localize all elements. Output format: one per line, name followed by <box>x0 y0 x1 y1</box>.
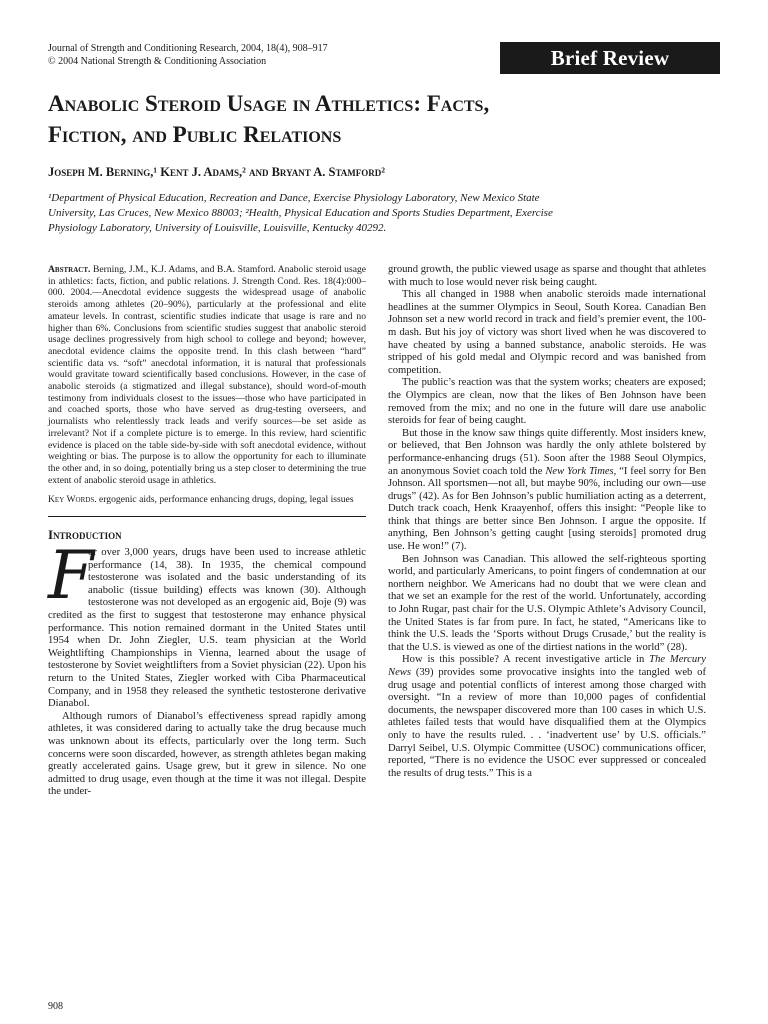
body-paragraph-mercury <box>388 654 706 780</box>
title-line-2: Fiction, and Public Relations <box>48 122 342 147</box>
keywords <box>48 494 366 506</box>
body-paragraph-public-reaction: The public’s reaction was that the system works; cheaters are exposed; the Olympics are clean, now that the likes of Ben Johnson have been removed from the mix; and no one in the future will dare use anabolic steroids for fear of being caught. <box>388 377 706 427</box>
right-column <box>388 264 706 780</box>
author-list: Joseph M. Berning,¹ Kent J. Adams,² and Bryant A. Stamford² <box>48 165 386 179</box>
body-paragraph-continued: ground growth, the public viewed usage as sparse and thought that athletes with much to lose would never risk being caught. <box>388 264 706 288</box>
mercury-text-a: How is this possible? A recent investigative article in <box>402 654 650 666</box>
insiders-text-a: But those in the know saw things quite differently. Most insiders knew, or believed, that Ben Johnson was hardly the only athlete bolstered by performance-enhancing drugs (51). Soon after the 1988 Seoul Olympics, an anonymous Soviet coach told the <box>388 427 706 477</box>
mercury-news-citation: The Mercury News <box>388 654 706 678</box>
intro-heading: Introduction <box>48 527 122 543</box>
body-paragraph-canadian: Ben Johnson was Canadian. This allowed the self-righteous sporting world, and particularly Americans, to point fingers of condemnation at our northern neighbor. We Americans had no doubt that we were clean and that we set an example for the rest of the world. Unfortunately, according to John Rugar, past chair for the U.S. Olympic Athlete’s Advisory Council, the United States is far from pure. In fact, he stated, “Americans like to think the U.S. leads the ‘Sports without Drugs Crusade,’ but the reality is that the U.S. is viewed as one of the dirtiest nations in the world” (28). <box>388 553 706 653</box>
left-column <box>48 264 366 799</box>
article-title <box>48 88 728 150</box>
intro-paragraph-2: Although rumors of Dianabol’s effectiveness spread rapidly among athletes, it was considered daring to actually take the drug because much was unknown about its effects, particularly over the long term. Such concerns were soon discarded, however, as strength athletes began making greatly accelerated gains. Usage grew, but it grew in silence. No one admitted to drug usage, even though at the time it was not illegal. Despite the under- <box>48 710 366 798</box>
brief-review-badge: Brief Review <box>500 42 720 74</box>
intro-paragraph-1-text: or over 3,000 years, drugs have been used to increase athletic performance (14, 38). In 1935, the chemical compound testosterone was isolated and the basic understanding of its anabolic (tissue building) effects was known (30). Although testosterone was not developed as an ergogenic aid, Boje (9) was credited as the first to suggest that testosterone may enhance physical performance. This notion remained dormant in the United States until 1954 when Dr. John Ziegler, U.S. team physician at the World Weightlifting Championships in Vienna, learned about the usage of testosterone by Soviet weightlifters from a Soviet physician (22). Upon his return to the United States, Ziegler worked with Ciba Pharmaceutical Company, and in 1958 they released the synthetic testosterone derivative Dianabol. <box>48 547 366 710</box>
affiliations <box>48 191 728 236</box>
abstract <box>48 264 366 486</box>
intro-paragraph-1 <box>48 537 366 711</box>
affiliation-line-1: ¹Department of Physical Education, Recreation and Dance, Exercise Physiology Laboratory, New Mexico State <box>48 192 540 204</box>
affiliation-line-3: Physiology Laboratory, University of Louisville, Louisville, Kentucky 40292. <box>48 222 387 234</box>
abstract-text: Berning, J.M., K.J. Adams, and B.A. Stamford. Anabolic steroid usage in athletics: facts, fiction, and public relations. J. Strength Cond. Res. 18(4):000–000. 2004.—Anecdotal evidence suggests the widespread usage of anabolic steroids among athletes (20–90%), particularly at the professional and elite amateur levels. In contrast, scientific studies indicate that usage is rare and no higher than 6%. Conclusions from scientific studies suggest that anabolic steroid usage declines progressively from high school to college and beyond; however, anecdotal evidence claims the opposite trend. In this clash between “hard” scientific data vs. “soft” anecdotal information, it is natural that professionals would gravitate toward scientifically based conclusions. However, in the case of anabolic steroids (a stigmatized and illegal substance), should word-of-mouth testimony from individuals closest to the issues—those who have participated in and coached sports, those who have served as drug-testing overseers, and journalists who relentlessly track leads and verify sources—be set aside as irrelevant? Not if a complete picture is to emerge. In this review, hard scientific evidence is placed on the table side-by-side with soft anecdotal evidence, without weighting or bias. The purpose is to allow the opportunity for each to illuminate the other and, in so doing, potentially bring us a step closer to determining the true extent of anabolic steroid usage in athletics. <box>48 264 367 486</box>
drop-cap: F <box>48 537 94 615</box>
body-paragraph-insiders <box>388 428 706 554</box>
copyright-line: © 2004 National Strength & Conditioning Association <box>48 56 267 67</box>
page-number: 908 <box>48 1001 63 1012</box>
abstract-label: Abstract. <box>48 264 91 275</box>
keywords-text: ergogenic aids, performance enhancing drugs, doping, legal issues <box>99 494 354 506</box>
title-line-1: Anabolic Steroid Usage in Athletics: Facts, <box>48 91 490 116</box>
keywords-label: Key Words. <box>48 494 97 506</box>
section-divider <box>48 516 366 517</box>
journal-header <box>48 42 328 68</box>
insiders-text-b: , “I feel sorry for Ben Johnson. All sportsmen—not all, but maybe 90%, including our own—use drugs” (42). As for Ben Johnson’s public humiliation acting as a deterrent, Dutch track coach, Henk Kraayenhof, offers this insight: “People like to think that things are better since Ben Johnson. I argue the opposite. If anything, Ben Johnson’s getting caught [using steroids] promoted drug use. He won!” (7). <box>388 465 706 553</box>
mercury-text-b: (39) provides some provocative insights into the tangled web of drug usage and potential conflicts of interest among those charged with oversight. “In a review of more than 10,000 pages of confidential documents, the newspaper discovered more than 100 cases in which U.S. athletes failed tests that would have disqualified them at the Olympics only to have the results ruled. . . ‘inadvertent use’ by U.S. officials.” Darryl Seibel, U.S. Olympic Committee (USOC) communications officer, reported, “There is no evidence the USOC ever suppressed or concealed the results of drug tests.” This is a <box>388 667 706 779</box>
body-paragraph-1988: This all changed in 1988 when anabolic steroids made international headlines at the summer Olympics in Seoul, South Korea. Canadian Ben Johnson set a new world record in track and field’s premier event, the 100-m dash. But his joy of victory was short lived when he was discovered to have cheated by using a banned substance, anabolic steroids. He was stripped of his gold medal and Olympic record and was banished from competition. <box>388 289 706 376</box>
nyt-citation: New York Times <box>545 465 614 477</box>
journal-citation: Journal of Strength and Conditioning Research, 2004, 18(4), 908–917 <box>48 43 328 54</box>
affiliation-line-2: University, Las Cruces, New Mexico 88003; ²Health, Physical Education and Sports Studies Department, Exercise <box>48 207 553 219</box>
